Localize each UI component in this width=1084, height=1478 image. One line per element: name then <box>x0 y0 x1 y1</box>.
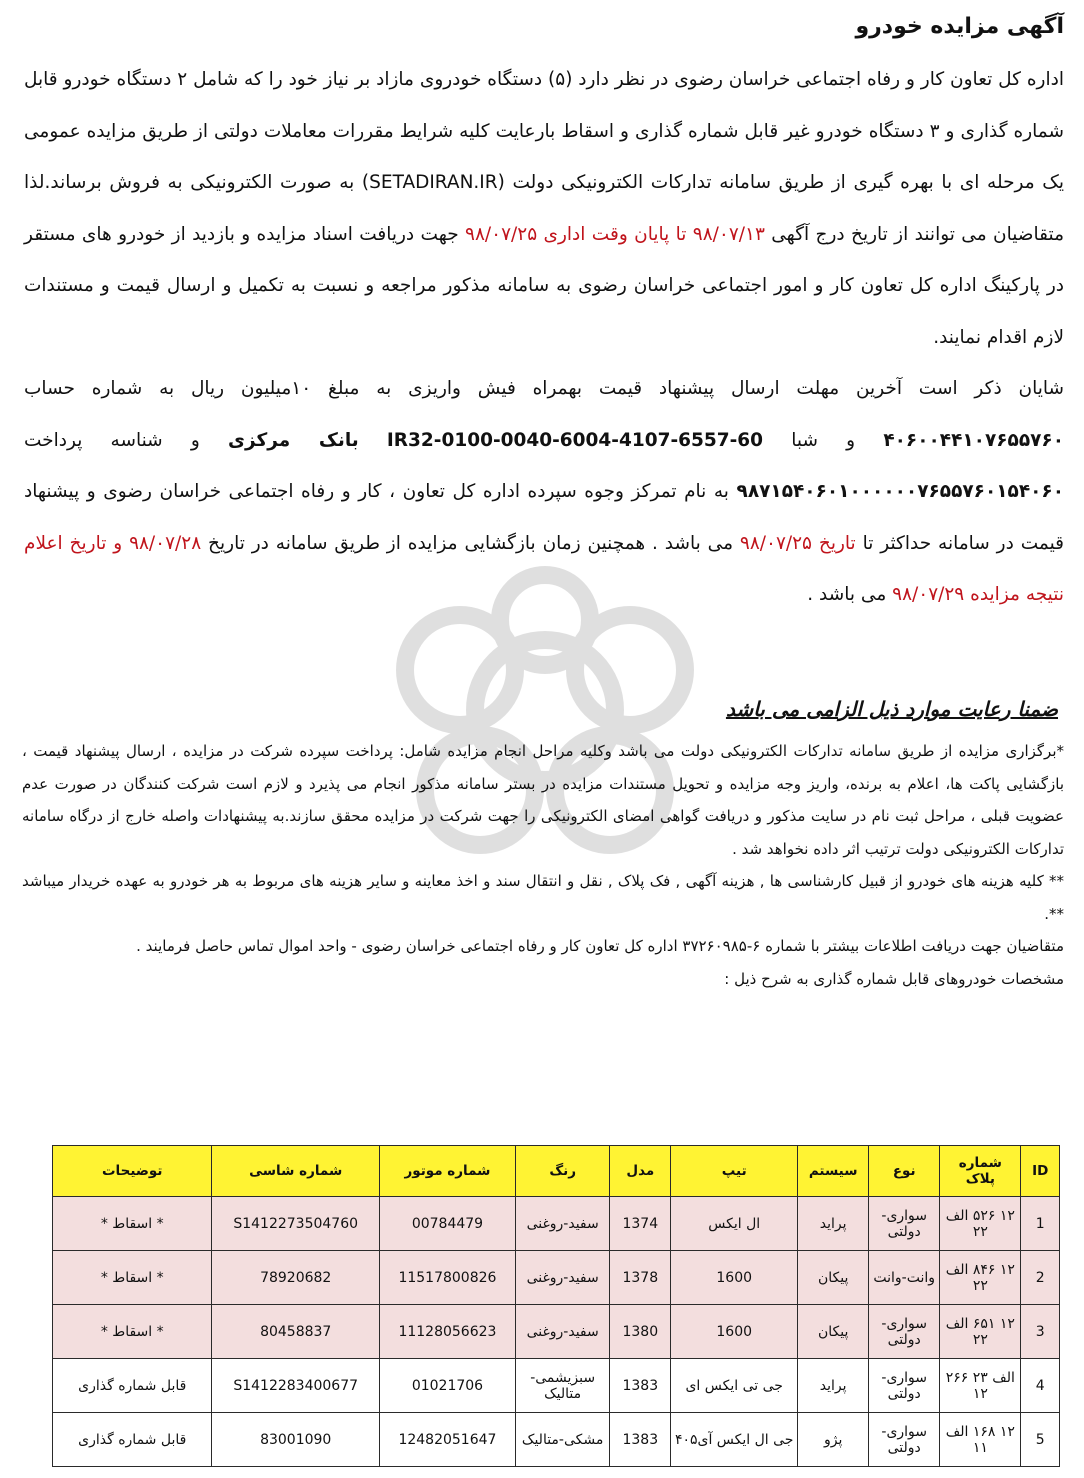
cell-plate: ۱۲ ۵۲۶ الف ۲۲ <box>940 1197 1021 1251</box>
cell-type: سواری-دولتی <box>869 1305 940 1359</box>
sheba-number: IR32-0100-0040-6004-4107-6557-60 <box>386 429 764 451</box>
cell-tip: جی ال ایکس آی۴۰۵ <box>671 1413 798 1467</box>
requirements-heading: ضمنا رعایت موارد ذیل الزامی می باشد <box>725 697 1058 721</box>
cell-chassis: 78920682 <box>212 1251 379 1305</box>
cell-chassis: 80458837 <box>212 1305 379 1359</box>
cell-system: پژو <box>798 1413 869 1467</box>
cell-id: 5 <box>1021 1413 1060 1467</box>
cell-tip: 1600 <box>671 1305 798 1359</box>
payment-text-body: به نام تمرکز وجوه سپرده اداره کل تعاون ، کار و رفاه اجتماعی خراسان رضوی و پیشنهاد قیمت در سامانه حداکثر تا <box>24 481 1064 554</box>
vehicles-table-wrap <box>52 1145 1060 1467</box>
cell-tip: ال ایکس <box>671 1197 798 1251</box>
cell-chassis: S1412283400677 <box>212 1359 379 1413</box>
cell-engine: 11517800826 <box>379 1251 515 1305</box>
cell-color: سفید-روغنی <box>515 1197 609 1251</box>
cell-plate: ۱۲ ۱۶۸ الف ۱۱ <box>940 1413 1021 1467</box>
cell-plate: ۱۲ ۶۵۱ الف ۲۲ <box>940 1305 1021 1359</box>
cell-notes: * اسقاط * <box>53 1251 212 1305</box>
cell-notes: قابل شماره گذاری <box>53 1359 212 1413</box>
header-tip: تیپ <box>671 1146 798 1197</box>
cell-tip: جی تی ایکس ای <box>671 1359 798 1413</box>
bank-name: بانک مرکزی <box>228 429 359 451</box>
note-item: متقاضیان جهت دریافت اطلاعات بیشتر با شماره ۶-۳۷۲۶۰۹۸۵ اداره کل تعاون کار و رفاه اجتماعی خراسان رضوی - واحد اموال تماس حاصل فرمایند . <box>136 937 1064 955</box>
cell-engine: 00784479 <box>379 1197 515 1251</box>
cell-model: 1378 <box>610 1251 671 1305</box>
deadline-date: تاریخ ۹۸/۰۷/۲۵ <box>739 532 856 554</box>
intro-paragraph-end: جهت دریافت اسناد مزایده و بازدید از خودرو های مستقر در پارکینگ اداره کل تعاون کار و امور اجتماعی خراسان رضوی به سامانه مذکور مراجعه و نسبت به تکمیل و ارسال قیمت و مستندات لازم اقدام نمایند. <box>24 223 1064 348</box>
payment-text-end: می باشد . <box>807 584 887 605</box>
cell-notes: قابل شماره گذاری <box>53 1413 212 1467</box>
table-row <box>53 1359 1060 1413</box>
cell-plate: الف ۲۳ ۲۶۶ ۱۲ <box>940 1359 1021 1413</box>
cell-chassis: S1412273504760 <box>212 1197 379 1251</box>
note-item: *برگزاری مزایده از طریق سامانه تدارکات الکترونیکی دولت می باشد وکلیه مراحل انجام مزایده شامل: پرداخت سپرده شرکت در مزایده ، ارسال پیشنهاد قیمت ، بازگشایی پاکت ها، اعلام به برنده، واریز وجه مزایده و تحویل مستندات مزایده در بستر سامانه مذکور انجام می پذیرد و لازم است شرکت کنندگان در صورت عدم عضویت قبلی ، مراحل ثبت نام در سایت مذکور و دریافت گواهی امضای الکترونیکی را جهت شرکت در مزایده محقق سازند.به پیشنهادات واصله خارج از درگاه سامانه تدارکات الکترونیکی دولت ترتیب اثر داده نخواهد شد . <box>22 742 1064 858</box>
cell-plate: ۱۲ ۸۴۶ الف ۲۲ <box>940 1251 1021 1305</box>
intro-paragraph: اداره کل تعاون کار و رفاه اجتماعی خراسان رضوی در نظر دارد (۵) دستگاه خودروی مازاد بر نیاز خود را که شامل ۲ دستگاه خودرو قابل شماره گذاری و ۳ دستگاه خودرو غیر قابل شماره گذاری و اسقاط بارعایت کلیه شرایط مقررات معاملات دولتی از طریق مزایده عمومی یک مرحله ای با بهره گیری از طریق سامانه تدارکات الکترونیکی دولت (SETADIRAN.IR) به صورت الکترونیکی به فروش برساند.لذا متقاضیان می توانند از تاریخ درج آگهی <box>24 69 1064 245</box>
cell-engine: 12482051647 <box>379 1413 515 1467</box>
cell-id: 4 <box>1021 1359 1060 1413</box>
cell-type: سواری-دولتی <box>869 1359 940 1413</box>
cell-notes: * اسقاط * <box>53 1197 212 1251</box>
cell-system: پراید <box>798 1359 869 1413</box>
cell-type: وانت-وانت <box>869 1251 940 1305</box>
cell-engine: 01021706 <box>379 1359 515 1413</box>
cell-color: مشکی-متالیک <box>515 1413 609 1467</box>
header-notes: توضیحات <box>53 1146 212 1197</box>
intro-text <box>24 54 1064 621</box>
header-chassis: شماره شاسی <box>212 1146 379 1197</box>
header-engine: شماره موتور <box>379 1146 515 1197</box>
cell-color: سبزیشمی-متالیک <box>515 1359 609 1413</box>
cell-color: سفید-روغنی <box>515 1251 609 1305</box>
header-id: ID <box>1021 1146 1060 1197</box>
cell-system: پیکان <box>798 1251 869 1305</box>
cell-id: 1 <box>1021 1197 1060 1251</box>
payment-text: شایان ذکر است آخرین مهلت ارسال پیشنهاد قیمت بهمراه فیش واریزی به مبلغ ۱۰میلیون ریال به شماره حساب <box>24 378 1065 399</box>
date-range: ۹۸/۰۷/۱۳ تا پایان وقت اداری ۹۸/۰۷/۲۵ <box>465 223 765 245</box>
cell-system: پیکان <box>798 1305 869 1359</box>
cell-chassis: 83001090 <box>212 1413 379 1467</box>
table-header-row <box>53 1146 1060 1197</box>
note-item: ** کلیه هزینه های خودرو از قبیل کارشناسی ها , هزینه آگهی , فک پلاک , نقل و انتقال سند و اخذ معاینه و سایر هزینه های مربوط به هر خودرو به عهده خریدار میباشد **. <box>22 872 1064 923</box>
payment-text-id: و شناسه پرداخت <box>24 429 200 451</box>
payment-text-opening: می باشد . همچنین زمان بازگشایی مزایده از طریق سامانه در تاریخ <box>208 532 734 554</box>
page-title: آگهی مزایده خودرو <box>855 14 1064 39</box>
cell-engine: 11128056623 <box>379 1305 515 1359</box>
cell-id: 2 <box>1021 1251 1060 1305</box>
payment-text-sheba: و شبا <box>791 429 856 451</box>
cell-id: 3 <box>1021 1305 1060 1359</box>
opening-dates: ۹۸/۰۷/۲۸ و تاریخ اعلام نتیجه مزایده ۹۸/۰۷/۲۹ <box>24 532 1064 605</box>
cell-system: پراید <box>798 1197 869 1251</box>
header-model: مدل <box>610 1146 671 1197</box>
cell-tip: 1600 <box>671 1251 798 1305</box>
vehicles-table <box>52 1145 1060 1467</box>
header-type: نوع <box>869 1146 940 1197</box>
note-item: مشخصات خودروهای قابل شماره گذاری به شرح ذیل : <box>724 969 1064 988</box>
header-system: سیستم <box>798 1146 869 1197</box>
table-row <box>53 1251 1060 1305</box>
cell-type: سواری-دولتی <box>869 1197 940 1251</box>
header-plate: شماره پلاک <box>940 1146 1021 1197</box>
table-row <box>53 1197 1060 1251</box>
cell-color: سفید-روغنی <box>515 1305 609 1359</box>
table-row <box>53 1305 1060 1359</box>
cell-notes: * اسقاط * <box>53 1305 212 1359</box>
cell-type: سواری-دولتی <box>869 1413 940 1467</box>
payment-id: ۹۸۷۱۵۴۰۶۰۱۰۰۰۰۰۰۷۶۵۵۷۶۰۱۵۴۰۶۰ <box>736 481 1064 502</box>
cell-model: 1374 <box>610 1197 671 1251</box>
account-number: ۴۰۶۰۰۴۴۱۰۷۶۵۵۷۶۰ <box>883 429 1064 451</box>
header-color: رنگ <box>515 1146 609 1197</box>
notes-section <box>22 735 1064 995</box>
cell-model: 1383 <box>610 1413 671 1467</box>
cell-model: 1383 <box>610 1359 671 1413</box>
table-row <box>53 1413 1060 1467</box>
cell-model: 1380 <box>610 1305 671 1359</box>
